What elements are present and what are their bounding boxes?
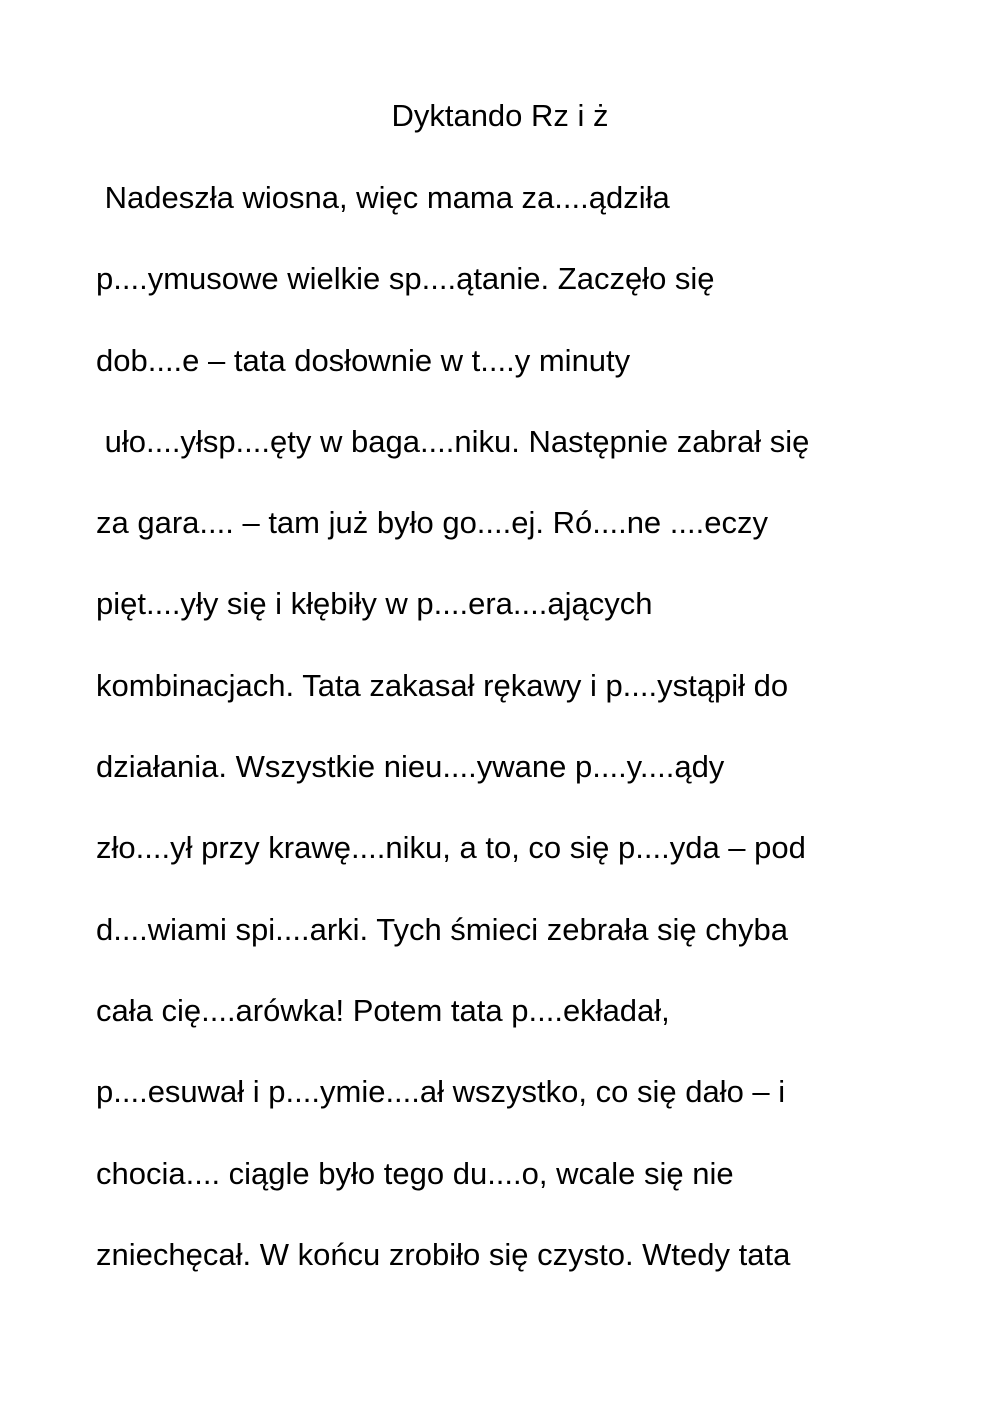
text-line: cała cię....arówka! Potem tata p....ekładał,: [96, 992, 670, 1028]
text-line: zło....ył przy krawę....niku, a to, co się p....yda – pod: [96, 830, 806, 866]
text-line: pięt....yły się i kłębiły w p....era....ających: [96, 586, 653, 622]
text-line: p....ymusowe wielkie sp....ątanie. Zaczęło się: [96, 261, 715, 297]
text-line: p....esuwał i p....ymie....ał wszystko, co się dało – i: [96, 1074, 786, 1110]
text-line: działania. Wszystkie nieu....ywane p....y....ądy: [96, 749, 725, 785]
document-title: Dyktando Rz i ż: [391, 98, 609, 133]
text-line: Nadeszła wiosna, więc mama za....ądziła: [96, 180, 670, 215]
text-line: kombinacjach. Tata zakasał rękawy i p....ystąpił do: [96, 667, 789, 703]
text-line: za gara.... – tam już było go....ej. Ró....ne ....eczy: [96, 505, 768, 541]
text-line: uło....yłsp....ęty w baga....niku. Następnie zabrał się: [96, 423, 810, 459]
text-line: zniechęcał. W końcu zrobiło się czysto. Wtedy tata: [96, 1236, 791, 1272]
text-line: chocia.... ciągle było tego du....o, wcale się nie: [96, 1155, 734, 1191]
dictation-text: [96, 178, 956, 1316]
text-line: dob....e – tata dosłownie w t....y minuty: [96, 342, 631, 378]
text-line: d....wiami spi....arki. Tych śmieci zebrała się chyba: [96, 911, 789, 947]
